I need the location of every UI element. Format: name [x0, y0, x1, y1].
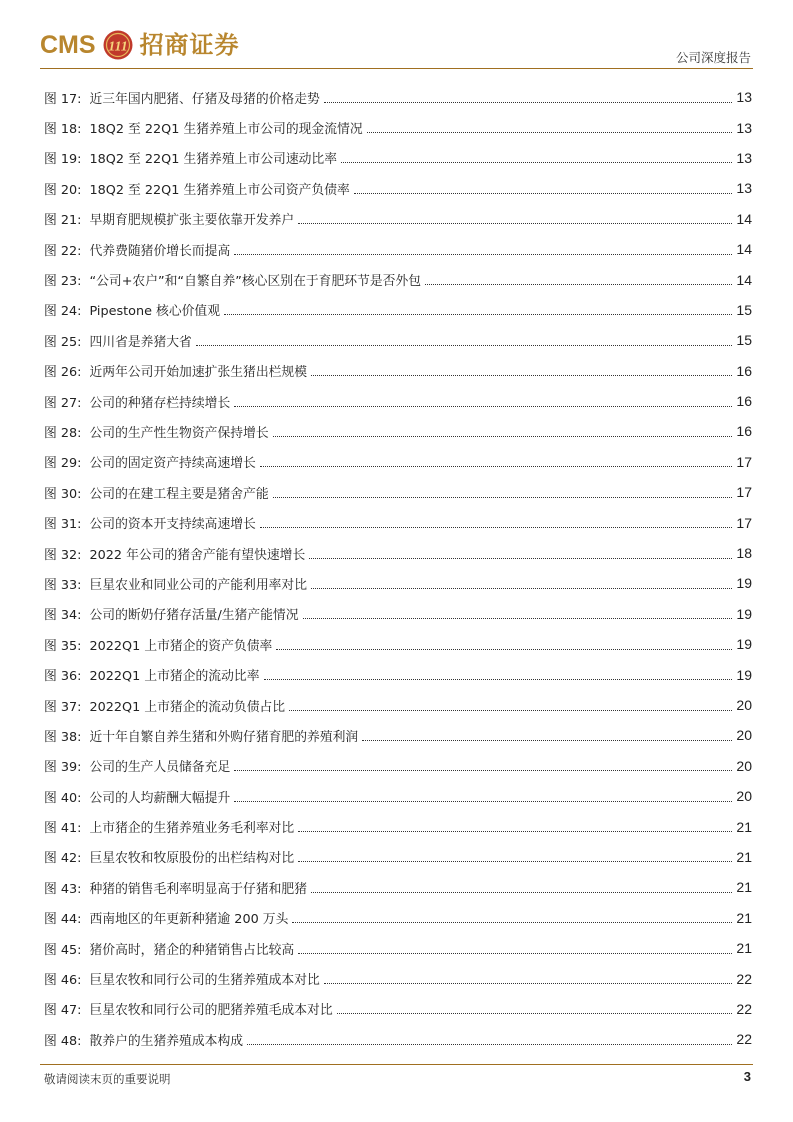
toc-entry[interactable] — [44, 264, 752, 294]
toc-entry[interactable] — [44, 872, 752, 902]
page-number: 21 — [736, 879, 752, 896]
figure-number: 图 45: — [44, 942, 82, 958]
toc-entry[interactable] — [44, 538, 752, 568]
dot-leader — [234, 242, 732, 255]
toc-entry[interactable] — [44, 325, 752, 355]
page-number: 20 — [736, 697, 752, 713]
dot-leader — [298, 849, 732, 862]
figure-number: 图 46: — [44, 973, 82, 989]
toc-entry[interactable] — [44, 994, 752, 1024]
page-number: 13 — [736, 180, 752, 197]
toc-entry[interactable] — [44, 234, 752, 264]
toc-entry[interactable] — [44, 933, 752, 963]
page-number: 20 — [736, 727, 752, 744]
figure-title: 公司的固定资产持续高速增长 — [89, 456, 256, 472]
toc-entry[interactable] — [44, 751, 752, 781]
figure-title: 公司的资本开支持续高速增长 — [89, 517, 256, 533]
figure-title: 猪价高时，猪企的种猪销售占比较高 — [89, 942, 295, 958]
toc-entry[interactable] — [44, 507, 752, 537]
figure-number: 图 26: — [44, 365, 82, 381]
disclaimer-note: 敬请阅读末页的重要说明 — [44, 1072, 171, 1086]
page-number: 18 — [736, 545, 752, 562]
page-number: 13 — [736, 119, 752, 136]
page-number: 21 — [736, 909, 752, 926]
dot-leader — [324, 90, 733, 103]
figure-title: 公司的种猪存栏持续增长 — [89, 395, 231, 411]
page-header — [0, 0, 793, 70]
page-number: 19 — [736, 636, 752, 653]
toc-entry[interactable] — [44, 720, 752, 750]
toc-entry[interactable] — [44, 295, 752, 325]
dot-leader — [289, 698, 732, 711]
figure-number: 图 21: — [44, 213, 82, 229]
figure-title: 近三年国内肥猪、仔猪及母猪的价格走势 — [89, 91, 320, 107]
dot-leader — [311, 576, 732, 589]
toc-entry[interactable] — [44, 599, 752, 629]
dot-leader — [276, 637, 732, 650]
figure-title: 近十年自繁自养生猪和外购仔猪育肥的养殖利润 — [89, 729, 359, 745]
toc-entry[interactable] — [44, 629, 752, 659]
figure-number: 图 27: — [44, 395, 82, 411]
page-number: 20 — [736, 757, 752, 774]
figure-title: 18Q2 至 22Q1 生猪养殖上市公司速动比率 — [89, 152, 338, 168]
page-number: 21 — [736, 940, 752, 957]
figure-title: 18Q2 至 22Q1 生猪养殖上市公司资产负债率 — [89, 182, 350, 198]
logo-emblem-icon — [102, 29, 134, 61]
figure-title: 种猪的销售毛利率明显高于仔猪和肥猪 — [89, 881, 308, 897]
figure-number: 图 19: — [44, 152, 82, 168]
figure-title: 四川省是养猪大省 — [89, 334, 192, 350]
figure-number: 图 28: — [44, 425, 82, 441]
figure-number: 图 20: — [44, 182, 82, 198]
dot-leader — [264, 667, 733, 680]
dot-leader — [234, 394, 732, 407]
page-number: 19 — [736, 575, 752, 592]
figure-title: 西南地区的年更新种猪逾 200 万头 — [89, 912, 289, 928]
figure-number: 图 40: — [44, 790, 82, 806]
page-number: 16 — [736, 393, 752, 410]
page-number: 22 — [736, 1000, 752, 1017]
figure-title: 2022 年公司的猪舍产能有望快速增长 — [89, 547, 306, 563]
figure-title: 18Q2 至 22Q1 生猪养殖上市公司的现金流情况 — [89, 122, 363, 138]
figure-number: 图 30: — [44, 486, 82, 502]
report-type-label: 公司深度报告 — [675, 50, 751, 65]
toc-entry[interactable] — [44, 82, 752, 112]
page-number: 17 — [736, 484, 752, 501]
figure-number: 图 24: — [44, 304, 82, 320]
figure-title: 巨星农牧和同行公司的肥猪养殖毛成本对比 — [89, 1003, 333, 1019]
page-number: 17 — [736, 453, 752, 470]
toc-entry[interactable] — [44, 173, 752, 203]
page-number: 19 — [736, 666, 752, 683]
dot-leader — [367, 120, 733, 133]
company-logo — [40, 28, 240, 62]
dot-leader — [247, 1032, 732, 1045]
page-number: 14 — [736, 241, 752, 258]
page-number: 21 — [736, 848, 752, 865]
toc-entry[interactable] — [44, 416, 752, 446]
figure-title: “公司+农户”和“自繁自养”核心区别在于育肥环节是否外包 — [89, 274, 422, 290]
dot-leader — [298, 941, 732, 954]
figure-title: Pipestone 核心价值观 — [89, 304, 221, 320]
toc-entry[interactable] — [44, 781, 752, 811]
dot-leader — [311, 363, 732, 376]
figure-number: 图 42: — [44, 851, 82, 867]
dot-leader — [337, 1001, 733, 1014]
figure-number: 图 32: — [44, 547, 82, 563]
page-number: 20 — [736, 788, 752, 805]
dot-leader — [362, 728, 732, 741]
page-number: 13 — [736, 149, 752, 166]
figure-title: 2022Q1 上市猪企的资产负债率 — [89, 638, 273, 654]
figure-number: 图 29: — [44, 456, 82, 472]
toc-entry[interactable] — [44, 1024, 752, 1054]
toc-entry[interactable] — [44, 690, 752, 720]
figure-title: 公司的人均薪酬大幅提升 — [89, 790, 231, 806]
figure-title: 散养户的生猪养殖成本构成 — [89, 1033, 244, 1049]
page-number: 22 — [736, 1031, 752, 1048]
figure-number: 图 37: — [44, 699, 82, 715]
toc-entry[interactable] — [44, 568, 752, 598]
page-number: 16 — [736, 423, 752, 440]
dot-leader — [273, 485, 733, 498]
dot-leader — [234, 789, 732, 802]
figure-title: 巨星农业和同业公司的产能利用率对比 — [89, 577, 308, 593]
toc-entry[interactable] — [44, 477, 752, 507]
dot-leader — [260, 454, 733, 467]
page-number: 21 — [736, 818, 752, 835]
dot-leader — [324, 971, 733, 984]
figure-number: 图 41: — [44, 821, 82, 837]
figure-number: 图 22: — [44, 243, 82, 259]
figure-number: 图 17: — [44, 91, 82, 107]
page-number: 15 — [736, 301, 752, 318]
dot-leader — [425, 272, 732, 285]
dot-leader — [309, 546, 732, 559]
figure-number: 图 48: — [44, 1033, 82, 1049]
page-number: 19 — [736, 605, 752, 622]
dot-leader — [224, 302, 732, 315]
toc-entry[interactable] — [44, 112, 752, 142]
figure-number: 图 35: — [44, 638, 82, 654]
figure-number: 图 23: — [44, 274, 82, 290]
figure-list — [44, 82, 752, 1055]
figure-title: 近两年公司开始加速扩张生猪出栏规模 — [89, 365, 308, 381]
page-number: 16 — [736, 362, 752, 379]
figure-number: 图 33: — [44, 577, 82, 593]
figure-title: 上市猪企的生猪养殖业务毛利率对比 — [89, 821, 295, 837]
dot-leader — [354, 181, 733, 194]
figure-number: 图 47: — [44, 1003, 82, 1019]
page-number: 15 — [736, 332, 752, 349]
toc-entry[interactable] — [44, 143, 752, 173]
footer-divider — [40, 1064, 753, 1065]
toc-entry[interactable] — [44, 659, 752, 689]
figure-title: 2022Q1 上市猪企的流动比率 — [89, 669, 260, 685]
figure-number: 图 38: — [44, 729, 82, 745]
figure-number: 图 18: — [44, 122, 82, 138]
dot-leader — [298, 211, 732, 224]
toc-entry[interactable] — [44, 356, 752, 386]
figure-title: 2022Q1 上市猪企的流动负债占比 — [89, 699, 286, 715]
page-number: 17 — [736, 514, 752, 531]
toc-entry[interactable] — [44, 903, 752, 933]
footer-page-number: 3 — [743, 1069, 751, 1084]
figure-number: 图 43: — [44, 881, 82, 897]
svg-text:111: 111 — [107, 39, 128, 55]
figure-number: 图 36: — [44, 669, 82, 685]
dot-leader — [260, 515, 733, 528]
figure-title: 代养费随猪价增长而提高 — [89, 243, 231, 259]
figure-title: 早期育肥规模扩张主要依靠开发养户 — [89, 213, 295, 229]
figure-title: 公司的断奶仔猪存活量/生猪产能情况 — [89, 608, 299, 624]
toc-entry[interactable] — [44, 447, 752, 477]
logo-wordmark: CMS — [40, 31, 96, 59]
figure-number: 图 39: — [44, 760, 82, 776]
header-divider — [40, 68, 753, 69]
dot-leader — [311, 880, 732, 893]
dot-leader — [341, 150, 732, 163]
figure-number: 图 31: — [44, 517, 82, 533]
dot-leader — [196, 333, 733, 346]
page-number: 13 — [736, 89, 752, 106]
page-number: 14 — [736, 210, 752, 227]
figure-number: 图 44: — [44, 912, 82, 928]
dot-leader — [298, 819, 732, 832]
toc-entry[interactable] — [44, 811, 752, 841]
dot-leader — [273, 424, 733, 437]
dot-leader — [303, 606, 733, 619]
figure-number: 图 25: — [44, 334, 82, 350]
toc-entry[interactable] — [44, 386, 752, 416]
dot-leader — [234, 758, 732, 771]
figure-title: 公司的在建工程主要是猪舍产能 — [89, 486, 269, 502]
toc-entry[interactable] — [44, 204, 752, 234]
toc-entry[interactable] — [44, 963, 752, 993]
toc-entry[interactable] — [44, 842, 752, 872]
figure-title: 巨星农牧和牧原股份的出栏结构对比 — [89, 851, 295, 867]
figure-title: 巨星农牧和同行公司的生猪养殖成本对比 — [89, 973, 320, 989]
figure-number: 图 34: — [44, 608, 82, 624]
page-number: 14 — [736, 271, 752, 288]
dot-leader — [292, 910, 732, 923]
logo-chinese-name: 招商证券 — [139, 31, 240, 59]
figure-title: 公司的生产人员储备充足 — [89, 760, 231, 776]
page-number: 22 — [736, 970, 752, 987]
figure-title: 公司的生产性生物资产保持增长 — [89, 425, 269, 441]
